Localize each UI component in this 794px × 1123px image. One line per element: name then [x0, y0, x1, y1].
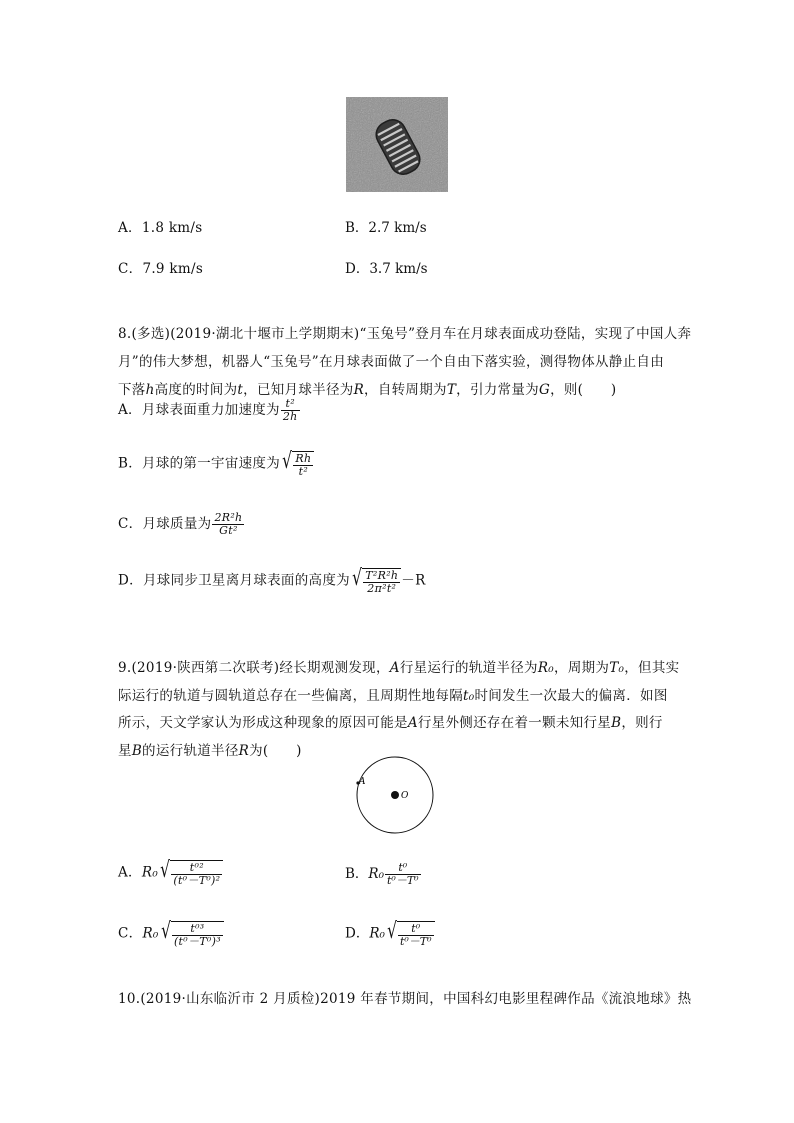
label-o: O [401, 791, 409, 801]
fraction: $\frac{\text{t⁰}}{\text{t⁰－T⁰}}$ [387, 861, 419, 887]
fraction: $\frac{\text{t²}}{2h}$ [282, 397, 298, 423]
sqrt: √ $\frac{Rh}{\text{t²}}$ [280, 451, 314, 477]
sqrt: √ $\frac{\text{t⁰}}{\text{t⁰－T⁰}}$ [385, 921, 435, 947]
q9-stem-line3: 所示，天文学家认为形成这种现象的原因可能是A行星外侧还存在着一颗未知行星B，则行 [118, 715, 663, 731]
orbit-diagram [350, 754, 440, 838]
moon-footprint-photo [346, 97, 448, 192]
q8-stem-line2: 月”的伟大梦想，机器人“玉兔号”在月球表面做了一个自由下落实验，测得物体从静止自由 [118, 354, 665, 370]
center-point [391, 791, 399, 799]
sqrt: √ $\frac{\text{T²R²h}}{\text{2π²t²}}$ [350, 568, 401, 594]
q9-stem-line1: 9.(2019·陕西第二次联考)经长期观测发现，A行星运行的轨道半径为R₀，周期为T₀，但其实 [118, 660, 680, 676]
q7-option-a: A．1.8 km/s [118, 220, 203, 236]
q9-option-c: C．R₀ √ $\frac{\text{t⁰³}}{\text{(t⁰－T⁰)³}}$ [118, 921, 224, 947]
sqrt: √ $\frac{\text{t⁰²}}{\text{(t⁰－T⁰)²}}$ [158, 860, 223, 886]
fraction: $\frac{\text{2R²h}}{\text{Gt²}}$ [214, 511, 243, 537]
q8-stem-line1: 8.(多选)(2019·湖北十堰市上学期期末)“玉兔号”登月车在月球表面成功登陆，实现了中国人奔 [118, 326, 692, 342]
q9-option-d: D．R₀ √ $\frac{\text{t⁰}}{\text{t⁰－T⁰}}$ [345, 921, 435, 947]
q8-option-c: C．月球质量为 $\frac{\text{2R²h}}{\text{Gt²}}$ [118, 511, 243, 537]
q8-option-d: D．月球同步卫星离月球表面的高度为 √ $\frac{\text{T²R²h}}{\text{2π²t²}}$ －R [118, 566, 426, 595]
q8-option-b: B．月球的第一宇宙速度为 √ $\frac{Rh}{\text{t²}}$ [118, 451, 314, 477]
label-a: A [359, 777, 366, 787]
q9-stem-line2: 际运行的轨道与圆轨道总存在一些偏离，且周期性地每隔t₀时间发生一次最大的偏离．如图 [118, 688, 668, 704]
q8-option-a: A．月球表面重力加速度为 $\frac{\text{t²}}{2h}$ [118, 397, 298, 423]
q9-stem-line4: 星B的运行轨道半径R为( ) [118, 743, 302, 759]
sqrt: √ $\frac{\text{t⁰³}}{\text{(t⁰－T⁰)³}}$ [159, 921, 224, 947]
q7-option-c: C．7.9 km/s [118, 261, 204, 277]
q10-stem-line1: 10.(2019·山东临沂市 2 月质检)2019 年春节期间，中国科幻电影里程碑作品《流浪地球》热 [118, 991, 692, 1007]
q9-option-a: A．R₀ √ $\frac{\text{t⁰²}}{\text{(t⁰－T⁰)²}}$ [118, 860, 223, 886]
q7-option-b: B．2.7 km/s [345, 220, 427, 236]
q7-option-d: D．3.7 km/s [345, 261, 428, 277]
q8-stem-line3: 下落h高度的时间为t，已知月球半径为R，自转周期为T，引力常量为G，则( ) [118, 382, 617, 398]
q9-option-b: B．R₀ $\frac{\text{t⁰}}{\text{t⁰－T⁰}}$ [345, 861, 419, 887]
